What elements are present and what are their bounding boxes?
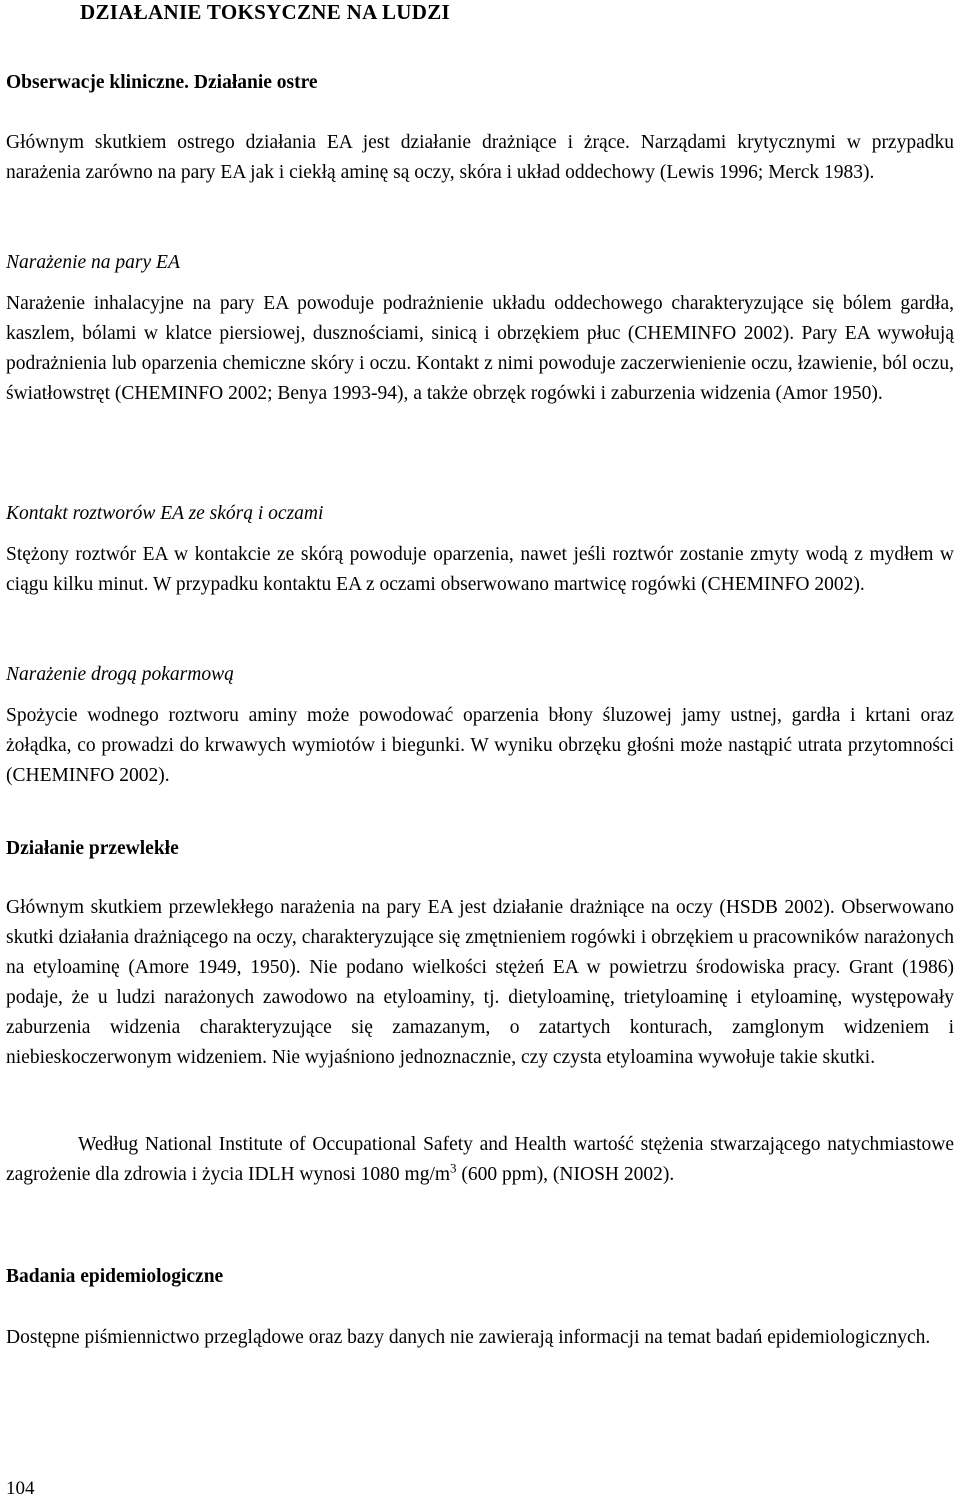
page-number: 104: [6, 1478, 35, 1499]
subheading-vapour-exposure: Narażenie na pary EA: [6, 252, 180, 273]
paragraph-oral-exposure: Spożycie wodnego roztworu aminy może powodować oparzenia błony śluzowej jamy ustnej, gardła i krtani oraz żołądka, co prowadzi do krwawych wymiotów i biegunki. W wyniku obrzęku głośni może nastąpić utrata przytomności (CHEMINFO 2002).: [6, 705, 954, 786]
paragraph-chronic-effects: Głównym skutkiem przewlekłego narażenia na pary EA jest działanie drażniące na oczy (HSDB 2002). Obserwowano skutki działania drażniącego na oczy, charakteryzujące się zmętnieniem rogówki i obrzękiem u pracowników narażonych na etyloaminę (Amore 1949, 1950). Nie podano wielkości stężeń EA w powietrzu środowiska pracy. Grant (1986) podaje, że u ludzi narażonych zawodowo na etyloaminy, tj. dietyloaminę, trietyloaminę i etyloaminę, występowały zaburzenia widzenia charakteryzujące się zamazanym, o zatartych konturach, zamglonym widzeniem i niebieskoczerwonym widzeniem. Nie wyjaśniono jednoznacznie, czy czysta etyloamina wywołuje takie skutki.: [6, 897, 954, 1068]
section-heading-epidemiology: Badania epidemiologiczne: [6, 1266, 224, 1287]
idlh-text-end: (600 ppm), (NIOSH 2002).: [456, 1164, 675, 1185]
section-heading-acute: Obserwacje kliniczne. Działanie ostre: [6, 72, 318, 93]
paragraph-vapour-exposure: Narażenie inhalacyjne na pary EA powoduje podrażnienie układu oddechowego charakteryzujące się bólem gardła, kaszlem, bólami w klatce piersiowej, dusznościami, sinicą i obrzękiem płuc (CHEMINFO 2002). Pary EA wywołują podrażnienia lub oparzenia chemiczne skóry i oczu. Kontakt z nimi powoduje zaczerwienienie oczu, łzawienie, ból oczu, światłowstręt (CHEMINFO 2002; Benya 1993-94), a także obrzęk rogówki i zaburzenia widzenia (Amor 1950).: [6, 293, 954, 404]
subheading-skin-eye-contact: Kontakt roztworów EA ze skórą i oczami: [6, 503, 324, 524]
unit-superscript: 3: [450, 1160, 457, 1176]
paragraph-epidemiology: Dostępne piśmiennictwo przeglądowe oraz bazy danych nie zawierają informacji na temat badań epidemiologicznych.: [6, 1327, 931, 1348]
paragraph-skin-eye-contact: Stężony roztwór EA w kontakcie ze skórą powoduje oparzenia, nawet jeśli roztwór zostanie zmyty wodą z mydłem w ciągu kilku minut. W przypadku kontaktu EA z oczami obserwowano martwicę rogówki (CHEMINFO 2002).: [6, 544, 954, 595]
idlh-text: Według National Institute of Occupational Safety and Health wartość stężenia stwarzającego natychmiastowe zagrożenie dla zdrowia i życia IDLH wynosi 1080 mg/m: [6, 1134, 954, 1185]
paragraph-idlh: [6, 1130, 954, 1190]
page-title: DZIAŁANIE TOKSYCZNE NA LUDZI: [80, 0, 450, 24]
paragraph-acute-intro: Głównym skutkiem ostrego działania EA jest działanie drażniące i żrące. Narządami krytycznymi w przypadku narażenia zarówno na pary EA jak i ciekłą aminę są oczy, skóra i układ oddechowy (Lewis 1996; Merck 1983).: [6, 132, 954, 183]
subheading-oral-exposure: Narażenie drogą pokarmową: [6, 664, 234, 685]
section-heading-chronic: Działanie przewlekłe: [6, 838, 179, 859]
